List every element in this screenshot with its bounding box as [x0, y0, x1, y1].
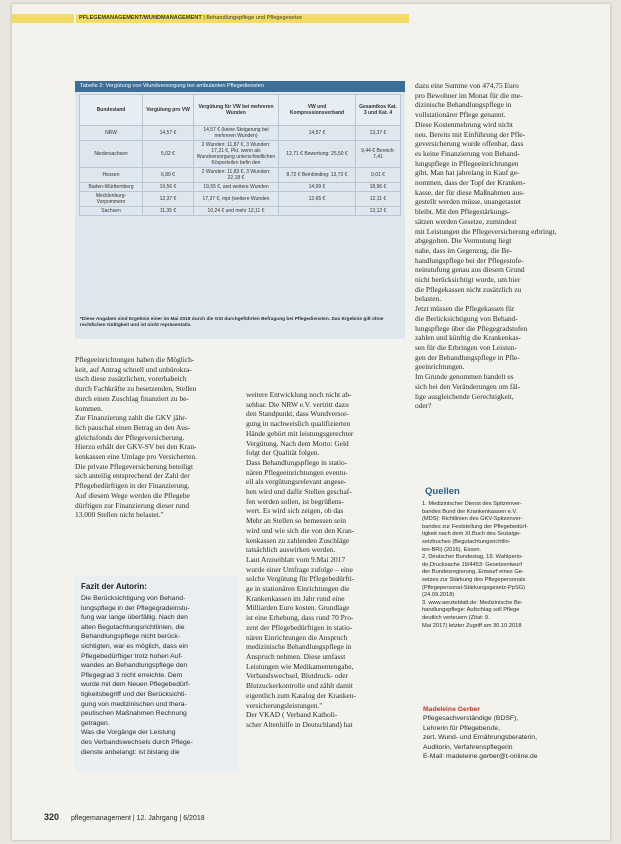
- text-line: gleichsfonds der Pflegeversicherung.: [75, 432, 185, 442]
- text-line: medizinische Behandlungspflege in: [246, 642, 352, 652]
- table-cell: 14,99 €: [279, 183, 356, 192]
- author-line: Pflegesachverständige (BDSF),: [423, 715, 519, 723]
- author-line: E-Mail: madeleine.gerber@t-online.de: [423, 753, 538, 761]
- source-line: (Pflegepersonal-Stärkungsgesetz-PpSG): [422, 584, 526, 591]
- table-cell: Mecklenburg-Vorpommern: [80, 192, 143, 207]
- header-section: PFLEGEMANAGEMENT/WUNDMANAGEMENT: [79, 15, 202, 21]
- table-header-row: [80, 95, 401, 126]
- sources-heading: Quellen: [425, 486, 460, 497]
- text-line: Verbandswechsel, Blutdruck- oder: [246, 671, 348, 681]
- source-line: ien-BRi) (2016), Essen.: [422, 546, 482, 553]
- text-line: handlungspflege bei der Pflegestufe-: [415, 255, 524, 265]
- text-line: lungspflege in der Pflegegradeinstu-: [81, 604, 190, 612]
- source-line: setzbuches (Begutachtungsrichtlin-: [422, 538, 511, 545]
- table-header-cell: VW und Kompressionsverband: [279, 95, 356, 126]
- text-line: Behandlungspflege nicht berück-: [81, 633, 180, 641]
- source-line: 2. Deutscher Bundestag, 19. Wahlperio-: [422, 554, 523, 561]
- table-cell: 14,57 € (keine Steigerung bei mehreren Wunden): [194, 126, 279, 141]
- text-line: peutischen Maßnahmen Rechnung: [81, 710, 187, 718]
- text-line: Dass Behandlungspflege in statio-: [246, 457, 348, 467]
- text-line: nahe, dass im Gegenzug, die Be-: [415, 245, 513, 255]
- text-line: wert. Es wird sich zeigen, ob das: [246, 506, 344, 516]
- table-cell: Baden-Württemberg: [80, 183, 143, 192]
- source-line: bandes zur Feststellung der Pflegebedürf-: [422, 523, 528, 530]
- table-cell: 12,65 €: [279, 192, 356, 207]
- source-line: tigkeit nach dem XI.Buch des Sozialge-: [422, 531, 521, 538]
- table-row: [80, 192, 401, 207]
- table-cell: Sachsen: [80, 207, 143, 216]
- sources-list: [422, 501, 582, 630]
- text-line: dizinische Behandlungspflege in: [415, 100, 512, 110]
- table-header-cell: Bundesland: [80, 95, 143, 126]
- text-line: gung in nachweislich qualifizierten: [246, 419, 351, 429]
- table-cell: 14,57 €: [279, 126, 356, 141]
- text-line: gibt. Man hat jahrelang in Kauf ge-: [415, 168, 520, 178]
- col2-text: [246, 390, 404, 730]
- fazit-text: [81, 594, 233, 757]
- text-line: Pflegeeinrichtungen haben die Möglich-: [75, 355, 195, 364]
- table-cell: Hessen: [80, 168, 143, 183]
- table-title: Tabelle 2: Vergütung von Wundversorgung bei ambulanten Pflegediensten: [75, 81, 405, 92]
- text-line: Laut Arzneiblatt vom 9.Mai 2017: [246, 554, 346, 564]
- text-line: Die private Pflegeversicherung beteiligt: [75, 461, 194, 471]
- table-header-cell: Vergütung für VW bei mehreren Wunden: [194, 95, 279, 126]
- journal-info: pflegemanagement | 12. Jahrgang | 6/2018: [70, 815, 205, 822]
- text-line: sich bei den Veränderungen um fäl-: [415, 381, 521, 391]
- text-line: neu. Bereits mit Einführung der Pfle-: [415, 129, 526, 139]
- col1-italic-text: [75, 355, 230, 520]
- text-line: wurde mit dem Neuen Pflegebedürf-: [81, 681, 191, 689]
- table-cell: 9,44 € Bereich: 7,41: [356, 141, 401, 168]
- text-line: fung war lange überfällig. Nach den: [81, 614, 188, 622]
- table-row: [80, 183, 401, 192]
- source-line: (24.09.2018): [422, 592, 455, 599]
- table-row: [80, 141, 401, 168]
- text-line: eigentlich zum Katalog der Kranken-: [246, 690, 356, 700]
- text-line: 13.000 Stellen nicht belastet.": [75, 510, 164, 520]
- source-line: der Bundesregierung, Entwurf eines Ge-: [422, 569, 524, 576]
- source-line: setzes zur Stärkung des Pflegepersonals: [422, 576, 526, 583]
- table-header-cell: Vergütung pro VW: [143, 95, 194, 126]
- text-line: oder?: [415, 401, 432, 411]
- text-line: wandes an Behandlungspflege den: [81, 662, 188, 670]
- table-cell: 12,11 €: [356, 192, 401, 207]
- text-line: Blutzuckerkontrolle und zählt damit: [246, 681, 353, 691]
- table-cell: 11,35 €: [143, 207, 194, 216]
- text-line: versicherungsleistungen.": [246, 700, 323, 710]
- text-line: die Pflegekassen nicht zusätzlich zu: [415, 284, 522, 294]
- header-subtitle: Behandlungspflege und Pflegegesetze: [206, 15, 303, 21]
- text-line: hen wird und dafür Stellen geschaf-: [246, 487, 352, 497]
- text-line: nären Pflegeeinrichtungen eventu-: [246, 467, 348, 477]
- text-line: Vergütung. Nach dem Motto: Geld: [246, 438, 349, 448]
- text-line: Pflegebedürftigen in der Finanzierung.: [75, 481, 190, 491]
- source-line: bandes Bund der Krankenkassen e.V.: [422, 508, 518, 515]
- table-row: [80, 207, 401, 216]
- table-cell: Niedersachsen: [80, 141, 143, 168]
- text-line: wurde einer Umfrage zufolge – eine: [246, 564, 353, 574]
- text-line: Hierzu erhält der GKV-SV bei den Kran-: [75, 442, 197, 452]
- text-line: kasse, der für diese Maßnahmen aus-: [415, 187, 525, 197]
- text-line: mit Leistungen die Pflegeversicherung erbringt,: [415, 226, 557, 236]
- text-line: Mehr an Stellen so bemessen sein: [246, 516, 346, 526]
- table-cell: [279, 207, 356, 216]
- text-line: abgegolten. Die Vermutung liegt: [415, 236, 512, 246]
- table-cell: 10,24 € und mehr 12,11 €: [194, 207, 279, 216]
- table-row: [80, 126, 401, 141]
- table-cell: NRW: [80, 126, 143, 141]
- text-line: sich anteilig entsprechend der Zahl der: [75, 471, 190, 481]
- table-cell: 5,02 €: [143, 141, 194, 168]
- text-line: zent der Pflegebedürftigen in statio-: [246, 622, 353, 632]
- text-line: Milliarden Euro kosten. Grundlage: [246, 603, 350, 613]
- text-line: Krankenkassen im Jahr rund eine: [246, 593, 345, 603]
- text-line: Pflegebedürftiger trotz hohen Auf-: [81, 652, 183, 660]
- table-footnote: *Diese Angaben sind Ergebnis einer im Mai 2018 durch die GSI durchgeführten Befragung bei Pflegediensten. Das Ergebnis gilt ohne rechtlichen Gültigkeit und ist nicht repräsentativ.: [80, 317, 384, 328]
- author-line: zert. Wund- und Ernährungsberaterin,: [423, 734, 537, 742]
- author-line: Auditorin, Verfahrenspflegerin: [423, 743, 513, 751]
- magazine-page: [12, 4, 610, 840]
- text-line: tisch diese zusätzlichen, vorerhabeich: [75, 374, 187, 384]
- text-line: kenkassen zu zahlenden Zuschläge: [246, 535, 350, 545]
- text-line: weitere Entwicklung noch nicht ab-: [246, 390, 352, 399]
- text-line: Die Berücksichtigung von Behand-: [81, 595, 186, 602]
- text-line: ell als vergütungsrelevant angese-: [246, 477, 347, 487]
- table-header-cell: Gesamtkos Kat. 3 und Kat. 4: [356, 95, 401, 126]
- text-line: alten Begutachtungsrichtlinien, die: [81, 623, 185, 631]
- text-line: keit, auf Antrag schnell und unbürokra-: [75, 364, 192, 374]
- text-line: zahlen und künftig die Krankenkas-: [415, 333, 521, 343]
- source-line: 1. Medizinischer Dienst des Spitzenver-: [422, 501, 522, 507]
- text-line: sätzen werden Gesetze, zumindest: [415, 216, 517, 226]
- text-line: vollstationärer Pflege genannt.: [415, 110, 506, 120]
- table-cell: 17,37 €, mpt (weitere Wunden: [194, 192, 279, 207]
- text-line: Auf diesem Wege werden die Pflegebe: [75, 490, 190, 500]
- text-line: scher Altenhilfe in Deutschland) hat: [246, 719, 353, 729]
- text-line: durch einen Zuschlag finanziert zu be-: [75, 393, 189, 403]
- table-cell: 8,72 € Beinbinding: 13,73 €: [279, 168, 356, 183]
- text-line: lige ausgleichende Gerechtigkeit,: [415, 391, 514, 401]
- text-line: folgt der Qualität folgen.: [246, 448, 320, 458]
- text-line: dazu eine Summe von 474,75 Euro: [415, 81, 519, 90]
- table-cell: 13,12 €: [356, 207, 401, 216]
- text-line: lungspflege in Pflegeeinrichtungen: [415, 158, 519, 168]
- text-line: ist eine Erhebung, dass rund 70 Pro-: [246, 613, 354, 623]
- text-line: den Standpunkt, dass Wundversor-: [246, 409, 349, 419]
- text-line: gestellt werden müsse, unangetastet: [415, 197, 521, 207]
- text-line: geversicherung wurde offenbar, dass: [415, 139, 524, 149]
- author-line: Lehrerin für Pflegeberufe,: [423, 724, 501, 732]
- table-row: [80, 168, 401, 183]
- header-divider: |: [203, 15, 207, 21]
- text-line: getragen.: [81, 719, 110, 727]
- header-stripe: [12, 14, 74, 23]
- source-line: 3. www.aerzteblatt.de: Medizinische Be-: [422, 599, 523, 606]
- text-line: tatsächlich auswirken werden.: [246, 545, 336, 555]
- table-cell: 18,96 €: [356, 183, 401, 192]
- text-line: es keine Finanzierung von Behand-: [415, 148, 520, 158]
- text-line: solche Vergütung für Pflegebedürfti-: [246, 574, 355, 584]
- author-block: [423, 705, 588, 761]
- text-line: Leistungen wie Medikamentengabe,: [246, 661, 354, 671]
- text-line: gung von medizinischen und thera-: [81, 700, 187, 708]
- text-line: bleibt. Mit den Pflegestärkungs-: [415, 207, 511, 217]
- col3-text: [415, 81, 575, 411]
- text-line: kommen.: [75, 403, 103, 413]
- text-line: Anspruch nehmen. Diese umfasst: [246, 651, 346, 661]
- text-line: neinstufung genau aus diesem Grund: [415, 265, 525, 275]
- text-line: fen werden sollen, ist begrüßens-: [246, 496, 344, 506]
- text-line: Zur Finanzierung zahlt die GKV jähr-: [75, 413, 187, 423]
- text-line: nären Einrichtungen die Anspruch: [246, 632, 348, 642]
- text-line: sehbar. Die NRW e.V. vertritt dazu: [246, 399, 349, 409]
- author-name: Madeleine Gerber: [423, 706, 481, 713]
- text-line: Diese Kostenmehrung wird nicht: [415, 119, 513, 129]
- text-line: pro Bewohner im Monat für die me-: [415, 90, 523, 100]
- remuneration-table: [79, 94, 401, 216]
- text-line: dienste anbelangt: ist bislang die: [81, 748, 180, 756]
- table-cell: 12,37 €: [143, 192, 194, 207]
- table-cell: 13,37 €: [356, 126, 401, 141]
- text-line: gen der Behandlungspflege in Pfle-: [415, 352, 520, 362]
- text-line: Pflegegrad 3 nicht erreichte. Dem: [81, 671, 183, 679]
- source-line: Mai 2017) letzter Zugriff am 30.10.2018: [422, 622, 522, 629]
- text-line: geeinrichtungen.: [415, 362, 465, 372]
- page-number: 320: [44, 812, 60, 822]
- remuneration-table-box: [75, 81, 405, 339]
- text-line: des Verbandswechsels durch Pflege-: [81, 738, 193, 746]
- table-cell: 2 Wunden: 11,83 €, 3 Wunden: 22,18 €: [194, 168, 279, 183]
- source-line: (MDS): Richtlinien des GKV-Spitzenver-: [422, 516, 523, 523]
- table-cell: 19,56 €: [143, 183, 194, 192]
- text-line: sen für die Erbringen von Leistun-: [415, 342, 518, 352]
- page-footer: [44, 812, 205, 822]
- fazit-box: [75, 576, 238, 771]
- table-cell: 6,89 €: [143, 168, 194, 183]
- text-line: wird und wie sich die von den Kran-: [246, 525, 355, 535]
- text-line: sichtigten, war es möglich, dass ein: [81, 642, 188, 650]
- fazit-heading: Fazit der Autorin:: [81, 582, 147, 591]
- text-line: nicht berücksichtigt wurde, um hier: [415, 275, 521, 285]
- text-line: Hände gehört mit leistungsgerechter: [246, 428, 354, 438]
- text-line: dürftigen zur Finanzierung dieser rund: [75, 500, 190, 510]
- text-line: durch Fachkräfte zu besetzenden, Stellen: [75, 384, 197, 394]
- text-line: Was die Vorgänge der Leistung: [81, 729, 176, 737]
- text-line: nommen, dass der Topf der Kranken-: [415, 178, 526, 188]
- table-cell: 9,01 €: [356, 168, 401, 183]
- text-line: kenkassen eine Umlage pro Versicherten.: [75, 452, 197, 462]
- table-cell: 14,57 €: [143, 126, 194, 141]
- source-line: handlungspflege: Aufschlag soll Pflege: [422, 607, 520, 614]
- running-header: [76, 14, 409, 23]
- text-line: lich pauschal einen Betrag an den Aus-: [75, 422, 191, 432]
- text-line: Jetzt müssen die Pflegekassen für: [415, 304, 515, 314]
- source-line: de,Drucksache 19/4453: Gesetzentwurf: [422, 561, 522, 568]
- text-line: belasten.: [415, 294, 442, 304]
- text-line: die Berücksichtigung von Behand-: [415, 313, 518, 323]
- text-line: tigkeitsbegriff und der Berücksichti-: [81, 690, 187, 698]
- text-line: lungspflege über die Pflegegradstufen: [415, 323, 528, 333]
- source-line: deutlich verteuern (Zitat: 9.: [422, 614, 490, 621]
- text-line: Im Grunde genommen handelt es: [415, 372, 514, 382]
- table-cell: 12,71 € Bewertung: 25,50 €: [279, 141, 356, 168]
- text-line: Der VKAD ( Verband Katholi-: [246, 710, 338, 720]
- table-cell: 2 Wunden: 11,87 €, 3 Wunden: 17,21 €, Pkt. wenn als Wundversorgung unterschiedlichen Körperteilen befin den: [194, 141, 279, 168]
- table-cell: 19,55 €, and weitere Wunden: [194, 183, 279, 192]
- text-line: ge in stationären Einrichtungen die: [246, 584, 350, 594]
